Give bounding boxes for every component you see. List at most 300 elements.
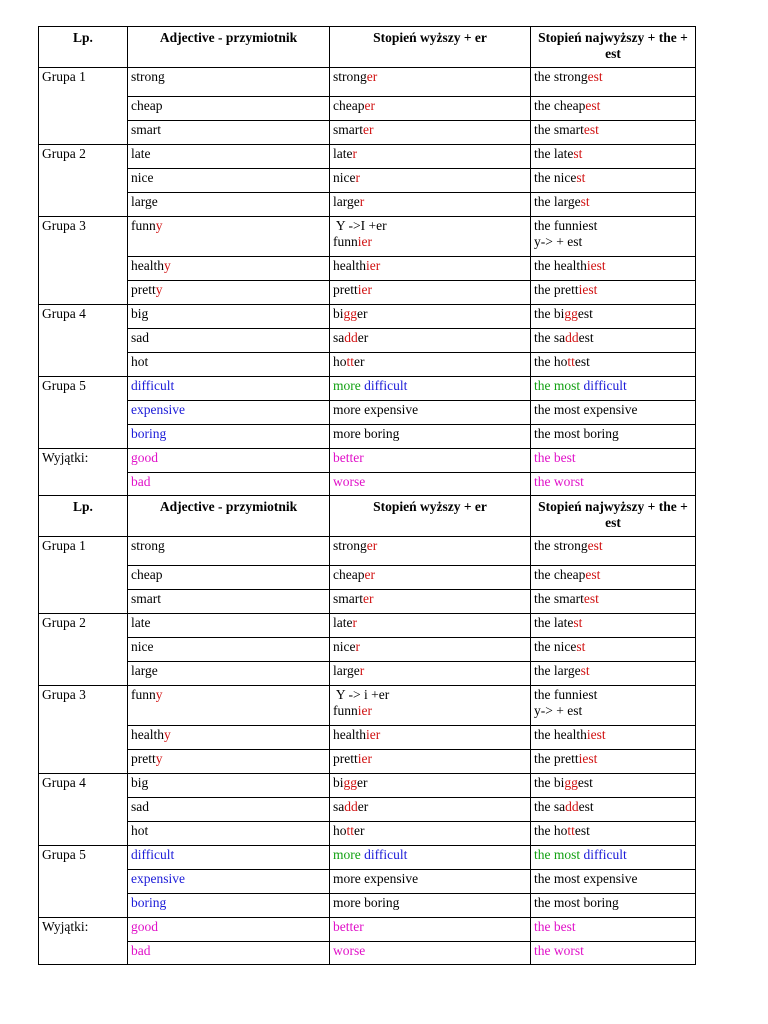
adjective-cell: [128, 638, 330, 662]
word-segment: the most expensive: [534, 871, 638, 886]
word-segment: est: [577, 775, 593, 790]
cell-line: [534, 871, 692, 887]
cell-line: [534, 943, 692, 959]
cell-line: [534, 687, 692, 703]
word-segment: the cheap: [534, 567, 586, 582]
superlative-cell: [531, 662, 696, 686]
table-row: [39, 566, 696, 590]
adjective-cell: [128, 870, 330, 894]
word-segment: the most boring: [534, 895, 619, 910]
table-row: [39, 169, 696, 193]
adjective-cell: [128, 686, 330, 726]
word-segment: expensive: [131, 871, 185, 886]
cell-line: [333, 218, 527, 234]
cell-line: [131, 450, 326, 466]
word-segment: gg: [343, 306, 358, 321]
comparative-cell: [330, 193, 531, 217]
comparative-cell: [330, 257, 531, 281]
word-segment: cheap: [131, 567, 163, 582]
word-segment: the strong: [534, 69, 588, 84]
cell-line: [333, 474, 527, 490]
word-segment: Y ->I +er: [333, 218, 387, 233]
superlative-cell: [531, 353, 696, 377]
word-segment: dd: [565, 330, 579, 345]
cell-line: [131, 943, 326, 959]
cell-line: [534, 919, 692, 935]
word-segment: worse: [333, 474, 366, 489]
cell-line: [131, 122, 326, 138]
adjective-cell: [128, 449, 330, 473]
comparative-cell: [330, 726, 531, 750]
word-segment: est: [578, 330, 594, 345]
word-segment: difficult: [583, 847, 627, 862]
word-segment: st: [576, 170, 586, 185]
cell-line: [333, 282, 527, 298]
comparative-cell: [330, 870, 531, 894]
word-segment: est: [583, 591, 599, 606]
word-segment: more boring: [333, 895, 400, 910]
comparative-cell: [330, 425, 531, 449]
word-segment: the large: [534, 663, 581, 678]
table-row: [39, 918, 696, 942]
adjective-cell: [128, 193, 330, 217]
word-segment: st: [573, 146, 583, 161]
superlative-cell: [531, 169, 696, 193]
word-segment: the late: [534, 146, 574, 161]
comparative-cell: [330, 590, 531, 614]
word-segment: the funniest: [534, 687, 598, 702]
adjective-cell: [128, 942, 330, 965]
word-segment: difficult: [131, 378, 175, 393]
superlative-cell: [531, 750, 696, 774]
word-segment: the bi: [534, 775, 565, 790]
cell-line: [333, 847, 527, 863]
word-segment: the nice: [534, 639, 577, 654]
word-segment: tt: [346, 354, 355, 369]
cell-line: [333, 919, 527, 935]
cell-line: [333, 639, 527, 655]
word-segment: er: [364, 98, 375, 113]
table-row: [39, 537, 696, 566]
table-row: [39, 590, 696, 614]
superlative-cell: [531, 217, 696, 257]
table-row: [39, 97, 696, 121]
word-segment: the best: [534, 919, 576, 934]
superlative-cell: [531, 145, 696, 169]
superlative-cell: [531, 846, 696, 870]
table-row: [39, 121, 696, 145]
adjective-cell: [128, 894, 330, 918]
word-segment: the sa: [534, 330, 566, 345]
word-segment: difficult: [583, 378, 627, 393]
word-segment: tt: [567, 823, 575, 838]
comparative-cell: [330, 329, 531, 353]
table-row: [39, 750, 696, 774]
table-row: [39, 377, 696, 401]
word-segment: st: [580, 663, 590, 678]
word-segment: cheap: [333, 98, 365, 113]
cell-line: [131, 615, 326, 631]
group-label: Grupa 4: [39, 774, 128, 846]
adjective-cell: [128, 281, 330, 305]
superlative-cell: [531, 614, 696, 638]
cell-line: [131, 799, 326, 815]
group-label: Grupa 2: [39, 614, 128, 686]
table-row: [39, 305, 696, 329]
cell-line: [333, 871, 527, 887]
adjective-cell: [128, 918, 330, 942]
comparative-cell: [330, 686, 531, 726]
word-segment: Y -> i +er: [333, 687, 390, 702]
cell-line: [131, 306, 326, 322]
cell-line: [131, 847, 326, 863]
word-segment: the prett: [534, 751, 579, 766]
adjective-cell: [128, 68, 330, 97]
comparative-cell: [330, 217, 531, 257]
table-row: [39, 193, 696, 217]
word-segment: dd: [565, 799, 579, 814]
word-segment: prett: [333, 282, 358, 297]
cell-line: [534, 567, 692, 583]
superlative-cell: [531, 590, 696, 614]
word-segment: more: [333, 378, 365, 393]
word-segment: the large: [534, 194, 581, 209]
comparative-cell: [330, 169, 531, 193]
word-segment: the worst: [534, 943, 584, 958]
word-segment: bad: [131, 474, 151, 489]
comparative-cell: [330, 774, 531, 798]
comparative-cell: [330, 846, 531, 870]
cell-line: [333, 69, 527, 85]
word-segment: r: [359, 194, 365, 209]
table-row: [39, 257, 696, 281]
comparative-cell: [330, 401, 531, 425]
word-segment: strong: [333, 69, 367, 84]
word-segment: gg: [343, 775, 358, 790]
cell-line: [333, 943, 527, 959]
group-label: Wyjątki:: [39, 449, 128, 496]
group-label: Grupa 5: [39, 846, 128, 918]
word-segment: good: [131, 450, 158, 465]
word-segment: big: [131, 306, 149, 321]
adjective-cell: [128, 750, 330, 774]
group-label: Grupa 2: [39, 145, 128, 217]
word-segment: funn: [131, 218, 156, 233]
table-row: [39, 281, 696, 305]
word-segment: iest: [586, 258, 606, 273]
table-row: [39, 686, 696, 726]
word-segment: er: [357, 330, 369, 345]
word-segment: st: [576, 639, 586, 654]
word-segment: ier: [357, 703, 372, 718]
cell-line: [131, 538, 326, 554]
word-segment: iest: [586, 727, 606, 742]
table-row: [39, 217, 696, 257]
cell-line: [534, 330, 692, 346]
word-segment: sad: [131, 799, 149, 814]
superlative-cell: [531, 281, 696, 305]
word-segment: prett: [131, 751, 156, 766]
word-segment: er: [364, 567, 375, 582]
superlative-cell: [531, 257, 696, 281]
cell-line: [534, 799, 692, 815]
cell-line: [534, 282, 692, 298]
column-header: Adjective - przymiotnik: [128, 496, 330, 537]
word-segment: the health: [534, 727, 587, 742]
adjective-cell: [128, 217, 330, 257]
word-segment: est: [585, 98, 601, 113]
cell-line: [333, 615, 527, 631]
cell-line: [131, 194, 326, 210]
word-segment: more expensive: [333, 871, 419, 886]
word-segment: the smart: [534, 122, 584, 137]
word-segment: late: [131, 146, 151, 161]
cell-line: [534, 538, 692, 554]
word-segment: y-> + est: [534, 234, 583, 249]
adjective-cell: [128, 614, 330, 638]
cell-line: [333, 354, 527, 370]
word-segment: difficult: [364, 378, 408, 393]
word-segment: the prett: [534, 282, 579, 297]
word-segment: sa: [333, 330, 345, 345]
word-segment: big: [131, 775, 149, 790]
word-segment: smart: [131, 122, 161, 137]
comparative-cell: [330, 68, 531, 97]
word-segment: y: [164, 258, 171, 273]
comparative-cell: [330, 537, 531, 566]
adjective-cell: [128, 257, 330, 281]
cell-line: [333, 306, 527, 322]
word-segment: tt: [567, 354, 575, 369]
comparative-cell: [330, 305, 531, 329]
table-row: [39, 425, 696, 449]
adjective-cell: [128, 566, 330, 590]
word-segment: st: [580, 194, 590, 209]
cell-line: [333, 895, 527, 911]
word-segment: health: [131, 727, 164, 742]
cell-line: [534, 615, 692, 631]
word-segment: est: [574, 823, 590, 838]
comparative-cell: [330, 353, 531, 377]
word-segment: er: [363, 591, 374, 606]
word-segment: ho: [333, 354, 347, 369]
cell-line: [131, 591, 326, 607]
word-segment: more boring: [333, 426, 400, 441]
cell-line: [534, 122, 692, 138]
table-row: [39, 774, 696, 798]
superlative-cell: [531, 449, 696, 473]
word-segment: est: [587, 538, 603, 553]
word-segment: sa: [333, 799, 345, 814]
comparative-cell: [330, 918, 531, 942]
word-segment: nice: [333, 170, 356, 185]
word-segment: late: [333, 615, 353, 630]
word-segment: nice: [131, 170, 154, 185]
superlative-cell: [531, 473, 696, 496]
superlative-cell: [531, 377, 696, 401]
word-segment: large: [333, 194, 360, 209]
group-label: Grupa 5: [39, 377, 128, 449]
word-segment: large: [131, 663, 158, 678]
superlative-cell: [531, 121, 696, 145]
word-segment: bad: [131, 943, 151, 958]
word-segment: er: [357, 306, 368, 321]
cell-line: [131, 378, 326, 394]
cell-line: [131, 474, 326, 490]
word-segment: health: [333, 258, 366, 273]
cell-line: [131, 258, 326, 274]
word-segment: r: [352, 615, 357, 630]
header-row: [39, 27, 696, 68]
comparative-cell: [330, 473, 531, 496]
table-row: [39, 473, 696, 496]
group-label: Grupa 3: [39, 217, 128, 305]
word-segment: er: [354, 354, 365, 369]
cell-line: [131, 354, 326, 370]
cell-line: [534, 823, 692, 839]
word-segment: large: [333, 663, 360, 678]
cell-line: [131, 919, 326, 935]
cell-line: [534, 751, 692, 767]
group-label: Grupa 3: [39, 686, 128, 774]
word-segment: ier: [357, 234, 372, 249]
adjective-cell: [128, 822, 330, 846]
word-segment: nice: [333, 639, 356, 654]
word-segment: y: [164, 727, 171, 742]
word-segment: smart: [333, 122, 363, 137]
cell-line: [534, 234, 692, 250]
cell-line: [534, 663, 692, 679]
comparative-cell: [330, 822, 531, 846]
word-segment: y: [155, 751, 163, 766]
cell-line: [333, 567, 527, 583]
adjective-cell: [128, 662, 330, 686]
word-segment: strong: [131, 538, 165, 553]
adjective-cell: [128, 377, 330, 401]
comparative-cell: [330, 121, 531, 145]
word-segment: ier: [366, 258, 381, 273]
word-segment: ier: [366, 727, 381, 742]
adjective-cell: [128, 425, 330, 449]
superlative-cell: [531, 894, 696, 918]
word-segment: y: [155, 687, 163, 702]
cell-line: [333, 823, 527, 839]
word-segment: late: [131, 615, 151, 630]
cell-line: [131, 567, 326, 583]
word-segment: the most: [534, 378, 584, 393]
word-segment: the best: [534, 450, 576, 465]
cell-line: [534, 727, 692, 743]
word-segment: tt: [346, 823, 355, 838]
word-segment: bi: [333, 775, 344, 790]
word-segment: r: [352, 146, 357, 161]
word-segment: the most: [534, 847, 584, 862]
cell-line: [333, 378, 527, 394]
superlative-cell: [531, 537, 696, 566]
cell-line: [333, 663, 527, 679]
word-segment: er: [366, 69, 378, 84]
cell-line: [534, 170, 692, 186]
adjective-cell: [128, 401, 330, 425]
adjective-cell: [128, 846, 330, 870]
table-row: [39, 846, 696, 870]
adjective-cell: [128, 774, 330, 798]
table-row: [39, 726, 696, 750]
word-segment: the smart: [534, 591, 584, 606]
word-segment: difficult: [364, 847, 408, 862]
cell-line: [534, 639, 692, 655]
word-segment: r: [355, 639, 360, 654]
table-row: [39, 942, 696, 965]
cell-line: [534, 354, 692, 370]
word-segment: gg: [564, 775, 578, 790]
word-segment: nice: [131, 639, 154, 654]
cell-line: [333, 402, 527, 418]
table-row: [39, 870, 696, 894]
cell-line: [534, 378, 692, 394]
word-segment: funn: [333, 703, 358, 718]
word-segment: gg: [564, 306, 578, 321]
word-segment: y: [155, 218, 163, 233]
word-segment: r: [359, 663, 365, 678]
word-segment: y: [155, 282, 163, 297]
cell-line: [534, 474, 692, 490]
cell-line: [333, 450, 527, 466]
word-segment: boring: [131, 895, 167, 910]
column-header: Adjective - przymiotnik: [128, 27, 330, 68]
cell-line: [534, 258, 692, 274]
superlative-cell: [531, 305, 696, 329]
word-segment: ho: [333, 823, 347, 838]
cell-line: [333, 703, 527, 719]
cell-line: [333, 146, 527, 162]
cell-line: [534, 775, 692, 791]
table-row: [39, 401, 696, 425]
cell-line: [333, 591, 527, 607]
word-segment: est: [585, 567, 601, 582]
superlative-cell: [531, 942, 696, 965]
word-segment: er: [366, 538, 378, 553]
cell-line: [131, 751, 326, 767]
superlative-cell: [531, 918, 696, 942]
word-segment: strong: [333, 538, 367, 553]
cell-line: [534, 591, 692, 607]
adjective-cell: [128, 121, 330, 145]
word-segment: er: [357, 799, 369, 814]
superlative-cell: [531, 425, 696, 449]
word-segment: the ho: [534, 823, 568, 838]
word-segment: the strong: [534, 538, 588, 553]
cell-line: [131, 895, 326, 911]
word-segment: the most boring: [534, 426, 619, 441]
cell-line: [333, 799, 527, 815]
word-segment: iest: [578, 751, 598, 766]
word-segment: good: [131, 919, 158, 934]
cell-line: [534, 895, 692, 911]
table-row: [39, 638, 696, 662]
group-label: Wyjątki:: [39, 918, 128, 965]
adjective-cell: [128, 590, 330, 614]
superlative-cell: [531, 329, 696, 353]
comparative-cell: [330, 662, 531, 686]
cell-line: [333, 727, 527, 743]
table-row: [39, 145, 696, 169]
word-segment: prett: [131, 282, 156, 297]
adjective-cell: [128, 145, 330, 169]
word-segment: r: [355, 170, 360, 185]
word-segment: bi: [333, 306, 344, 321]
word-segment: health: [333, 727, 366, 742]
